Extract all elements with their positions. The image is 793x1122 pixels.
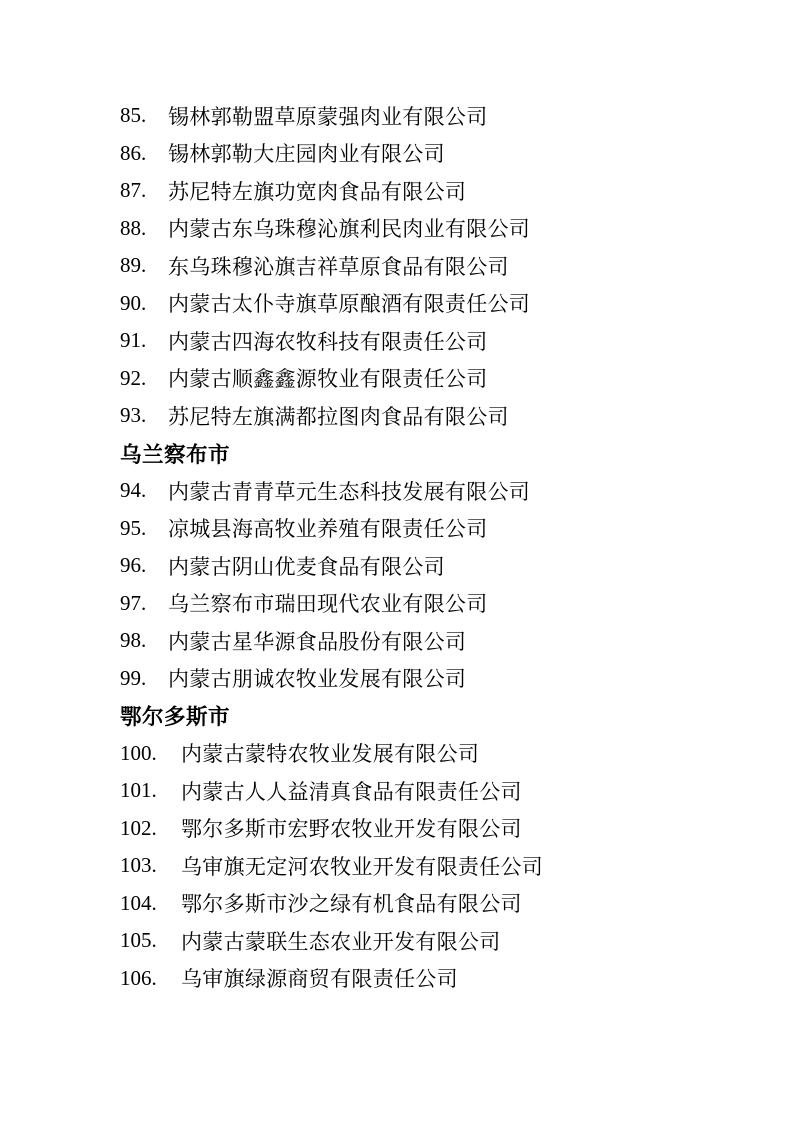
item-number: 88. — [120, 215, 147, 240]
company-name: 乌审旗无定河农牧业开发有限责任公司 — [181, 854, 544, 879]
list-item — [120, 660, 743, 698]
item-number: 87. — [120, 178, 147, 203]
list-item — [120, 847, 743, 885]
company-name: 苏尼特左旗满都拉图肉食品有限公司 — [168, 404, 509, 429]
list-item — [120, 547, 743, 585]
company-name: 内蒙古青青草元生态科技发展有限公司 — [168, 479, 531, 504]
company-name: 苏尼特左旗功宽肉食品有限公司 — [168, 179, 467, 204]
item-number: 99. — [120, 665, 147, 690]
company-name: 凉城县海高牧业养殖有限责任公司 — [168, 517, 488, 542]
item-number: 92. — [120, 365, 147, 390]
company-name: 鄂尔多斯市宏野农牧业开发有限公司 — [181, 817, 522, 842]
list-item — [120, 735, 743, 773]
company-name: 内蒙古四海农牧科技有限责任公司 — [168, 329, 488, 354]
list-item — [120, 360, 743, 398]
item-number: 85. — [120, 103, 147, 128]
item-number: 97. — [120, 590, 147, 615]
list-item — [120, 135, 743, 173]
company-name: 内蒙古太仆寺旗草原酿酒有限责任公司 — [168, 292, 531, 317]
company-name: 乌审旗绿源商贸有限责任公司 — [181, 967, 458, 992]
list-item — [120, 97, 743, 135]
company-name: 内蒙古东乌珠穆沁旗利民肉业有限公司 — [168, 217, 531, 242]
item-number: 90. — [120, 290, 147, 315]
item-number: 86. — [120, 140, 147, 165]
company-name: 内蒙古蒙特农牧业发展有限公司 — [181, 742, 480, 767]
item-number: 103. — [120, 853, 157, 878]
item-number: 93. — [120, 403, 147, 428]
city-section-header: 乌兰察布市 — [120, 442, 231, 468]
item-number: 100. — [120, 740, 157, 765]
list-item — [120, 322, 743, 360]
item-number: 94. — [120, 478, 147, 503]
company-name: 内蒙古人人益清真食品有限责任公司 — [181, 779, 522, 804]
item-number: 98. — [120, 628, 147, 653]
list-item — [120, 510, 743, 548]
item-number: 102. — [120, 815, 157, 840]
list-item — [120, 247, 743, 285]
item-number: 101. — [120, 778, 157, 803]
list-item — [120, 960, 743, 998]
list-item — [120, 210, 743, 248]
list-item — [120, 172, 743, 210]
item-number: 106. — [120, 965, 157, 990]
list-item — [120, 922, 743, 960]
company-name: 鄂尔多斯市沙之绿有机食品有限公司 — [181, 892, 522, 917]
company-name: 锡林郭勒大庄园肉业有限公司 — [168, 142, 445, 167]
list-item — [120, 772, 743, 810]
company-list — [120, 97, 743, 997]
list-item — [120, 397, 743, 435]
item-number: 89. — [120, 253, 147, 278]
list-item — [120, 285, 743, 323]
item-number: 104. — [120, 890, 157, 915]
list-item — [120, 622, 743, 660]
list-item — [120, 810, 743, 848]
company-name: 内蒙古蒙联生态农业开发有限公司 — [181, 929, 501, 954]
list-item — [120, 472, 743, 510]
item-number: 105. — [120, 928, 157, 953]
list-item — [120, 885, 743, 923]
company-name: 内蒙古朋诚农牧业发展有限公司 — [168, 667, 467, 692]
company-name: 锡林郭勒盟草原蒙强肉业有限公司 — [168, 104, 488, 129]
list-item — [120, 585, 743, 623]
item-number: 91. — [120, 328, 147, 353]
company-name: 内蒙古顺鑫鑫源牧业有限责任公司 — [168, 367, 488, 392]
item-number: 95. — [120, 515, 147, 540]
company-name: 内蒙古阴山优麦食品有限公司 — [168, 554, 445, 579]
company-name: 内蒙古星华源食品股份有限公司 — [168, 629, 467, 654]
company-name: 乌兰察布市瑞田现代农业有限公司 — [168, 592, 488, 617]
company-name: 东乌珠穆沁旗吉祥草原食品有限公司 — [168, 254, 509, 279]
city-section-header: 鄂尔多斯市 — [120, 705, 231, 731]
item-number: 96. — [120, 553, 147, 578]
